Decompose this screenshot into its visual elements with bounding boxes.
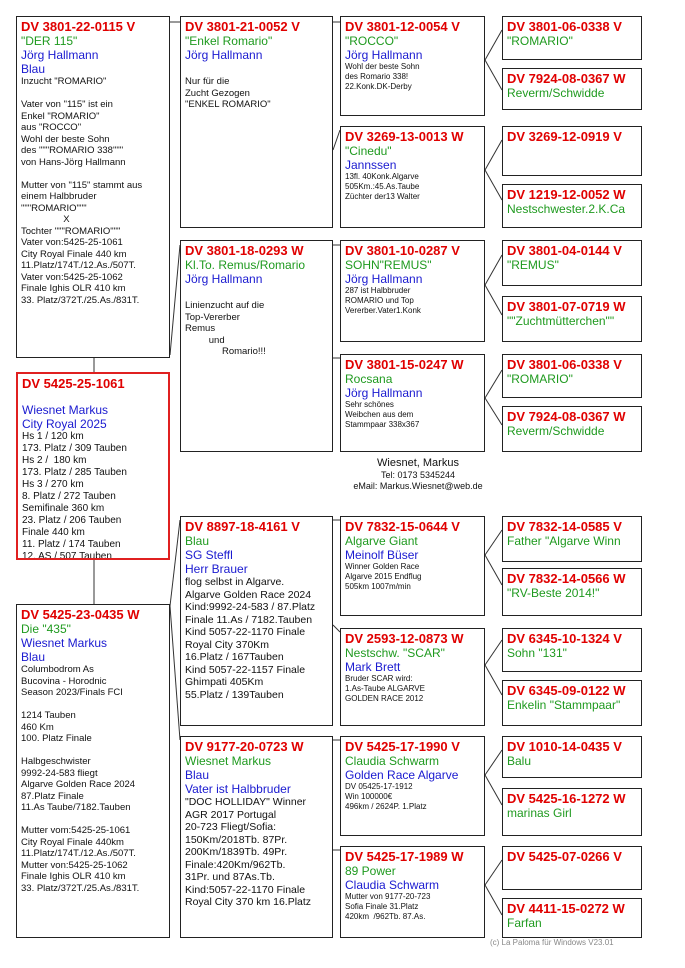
great-grandparent-card-4[interactable] <box>340 354 485 452</box>
father-name: "DER 115" <box>21 34 78 48</box>
grandparent-owner: Wiesnet Markus <box>185 754 272 768</box>
great-grandparent-id: DV 7832-15-0644 V <box>345 519 460 534</box>
great-grandparent-name: Nestschw. "SCAR" <box>345 646 445 660</box>
connector-mother-gp3 <box>170 520 180 606</box>
great-grandparent-notes: Mutter von 9177-20-723 Sofia Finale 31.Platz 420km /962Tb. 87.As. <box>345 892 431 921</box>
grandparent-id: DV 8897-18-4161 V <box>185 519 300 534</box>
great-grandparent-owner: Mark Brett <box>345 660 401 674</box>
connector-ggp5-a <box>485 530 502 555</box>
connector-ggp5-b <box>485 555 502 585</box>
gg-grandparent-id: DV 6345-10-1324 V <box>507 631 622 646</box>
connector-ggp4-a <box>485 370 502 398</box>
connector-ggp6-b <box>485 665 502 695</box>
connector-ggp8-b <box>485 885 502 915</box>
grandparent-notes: "DOC HOLLIDAY" Winner AGR 2017 Portugal 20-723 Fliegt/Sofia: 150Km/2018Tb. 87Pr. 200Km/1839Tb. 49Pr. Finale:420Km/962Tb. 31Pr. und 87As.Tb. Kind:5057-22-1170 Finale Royal City 370 km 16.Platz <box>185 796 312 908</box>
great-grandparent-card-2[interactable] <box>340 126 485 228</box>
gg-grandparent-id: DV 1010-14-0435 V <box>507 739 622 754</box>
great-grandparent-id: DV 3801-15-0247 W <box>345 357 464 372</box>
grandparent-card-3[interactable] <box>180 516 333 726</box>
great-grandparent-id: DV 5425-17-1990 V <box>345 739 460 754</box>
gg-grandparent-id: DV 7832-14-0566 W <box>507 571 626 586</box>
gg-grandparent-name: Enkelin "Stammpaar" <box>507 698 621 712</box>
grandparent-notes: Nur für die Zucht Gezogen "ENKEL ROMARIO" <box>185 76 271 110</box>
great-grandparent-owner: Golden Race Algarve <box>345 768 459 782</box>
gg-grandparent-card-4[interactable] <box>502 184 642 228</box>
gg-grandparent-card-16[interactable] <box>502 898 642 938</box>
father-card[interactable] <box>16 16 170 358</box>
gg-grandparent-id: DV 3801-06-0338 V <box>507 357 622 372</box>
great-grandparent-id: DV 3801-10-0287 V <box>345 243 460 258</box>
connector-ggp7-b <box>485 775 502 805</box>
great-grandparent-name: Algarve Giant <box>345 534 418 548</box>
gg-grandparent-id: DV 6345-09-0122 W <box>507 683 626 698</box>
grandparent-id: DV 9177-20-0723 W <box>185 739 304 754</box>
connector-ggp6-a <box>485 640 502 665</box>
subject-results: Hs 1 / 120 km 173. Platz / 309 Tauben Hs 2 / 180 km 173. Platz / 285 Tauben Hs 3 / 270 km 8. Platz / 272 Tauben Semifinale 360 km 23. Platz / 206 Tauben Finale 440 km 11. Platz / 174 Tauben 12. AS / 507 Tauben <box>22 431 127 560</box>
grandparent-owner: Jörg Hallmann <box>185 272 263 286</box>
great-grandparent-owner: Meinolf Büser <box>345 548 419 562</box>
gg-grandparent-card-13[interactable] <box>502 736 642 778</box>
gg-grandparent-card-6[interactable] <box>502 296 642 342</box>
grandparent-color: Blau <box>185 534 210 548</box>
great-grandparent-id: DV 3269-13-0013 W <box>345 129 464 144</box>
great-grandparent-name: "Cinedu" <box>345 144 392 158</box>
father-id: DV 3801-22-0115 V <box>21 19 136 34</box>
great-grandparent-name: 89 Power <box>345 864 396 878</box>
gg-grandparent-card-10[interactable] <box>502 568 642 616</box>
great-grandparent-id: DV 3801-12-0054 V <box>345 19 460 34</box>
subject-card[interactable] <box>16 372 170 560</box>
great-grandparent-notes: DV 05425-17-1912 Win 100000€ 496km / 2624P. 1.Platz <box>345 782 427 811</box>
gg-grandparent-id: DV 7924-08-0367 W <box>507 71 626 86</box>
gg-grandparent-name: "REMUS" <box>507 258 559 272</box>
connector-gp1-ggp2 <box>333 130 340 150</box>
grandparent-card-2[interactable] <box>180 240 333 452</box>
great-grandparent-owner: Claudia Schwarm <box>345 878 440 892</box>
great-grandparent-owner: Jörg Hallmann <box>345 272 423 286</box>
grandparent-id: DV 3801-18-0293 W <box>185 243 304 258</box>
grandparent-name: "Enkel Romario" <box>185 34 273 48</box>
breeder-contact <box>334 457 502 492</box>
subject-owner: Wiesnet Markus <box>22 403 109 417</box>
gg-grandparent-name: "ROMARIO" <box>507 372 573 386</box>
gg-grandparent-card-14[interactable] <box>502 788 642 836</box>
connector-ggp2-b <box>485 170 502 200</box>
great-grandparent-name: Claudia Schwarm <box>345 754 440 768</box>
gg-grandparent-name: "RV-Beste 2014!" <box>507 586 600 600</box>
great-grandparent-notes: Winner Golden Race Algarve 2015 Endflug 505km 1007m/min <box>345 562 422 591</box>
father-notes: Inzucht "ROMARIO" Vater von "115" ist ein Enkel "ROMARIO" aus "ROCCO" Wohl der beste Sohn des """ROMARIO 338""" von Hans-Jörg Hallmann Mutter von "115" stammt aus einem Halbbruder """ROMARIO""" X Tochter """ROMARIO""" Vater von:5425-25-1061 City Royal Finale 440 km 11.Platz/174T./12.As./507T. Vater von:5425-25-1062 Finale Ighis OLR 410 km 33. Platz/372T./25.As./831T. <box>21 76 143 306</box>
great-grandparent-card-1[interactable] <box>340 16 485 116</box>
great-grandparent-card-5[interactable] <box>340 516 485 616</box>
gg-grandparent-id: DV 5425-07-0266 V <box>507 849 622 864</box>
copyright-footer: (c) La Paloma für Windows V23.01 <box>490 938 614 947</box>
gg-grandparent-card-1[interactable] <box>502 16 642 60</box>
connector-ggp3-b <box>485 285 502 315</box>
gg-grandparent-card-11[interactable] <box>502 628 642 672</box>
grandparent-id: DV 3801-21-0052 V <box>185 19 300 34</box>
gg-grandparent-id: DV 3801-04-0144 V <box>507 243 622 258</box>
gg-grandparent-name: Father "Algarve Winn <box>507 534 621 548</box>
connector-ggp4-b <box>485 398 502 425</box>
connector-ggp7-a <box>485 750 502 775</box>
gg-grandparent-name: "ROMARIO" <box>507 34 573 48</box>
gg-grandparent-card-15[interactable] <box>502 846 642 890</box>
gg-grandparent-name: Reverm/Schwidde <box>507 424 605 438</box>
grandparent-owner-2: Herr Brauer <box>185 562 248 576</box>
father-color: Blau <box>21 62 46 76</box>
great-grandparent-id: DV 2593-12-0873 W <box>345 631 464 646</box>
grandparent-owner: SG Steffl <box>185 548 233 562</box>
gg-grandparent-card-2[interactable] <box>502 68 642 110</box>
great-grandparent-notes: Bruder SCAR wird: 1.As-Taube ALGARVE GOLDEN RACE 2012 <box>345 674 425 703</box>
great-grandparent-card-7[interactable] <box>340 736 485 836</box>
gg-grandparent-card-12[interactable] <box>502 680 642 726</box>
subject-id: DV 5425-25-1061 <box>22 376 125 391</box>
father-owner: Jörg Hallmann <box>21 48 99 62</box>
gg-grandparent-id: DV 7924-08-0367 W <box>507 409 626 424</box>
grandparent-owner: Jörg Hallmann <box>185 48 263 62</box>
gg-grandparent-name: Reverm/Schwidde <box>507 86 605 100</box>
gg-grandparent-id: DV 5425-16-1272 W <box>507 791 626 806</box>
gg-grandparent-name: Sohn "131" <box>507 646 567 660</box>
grandparent-card-4[interactable] <box>180 736 333 938</box>
gg-grandparent-id: DV 3801-06-0338 V <box>507 19 622 34</box>
gg-grandparent-card-7[interactable] <box>502 354 642 398</box>
grandparent-note-head: Vater ist Halbbruder <box>185 782 291 796</box>
connector-father-gp2 <box>170 245 180 355</box>
gg-grandparent-id: DV 3801-07-0719 W <box>507 299 626 314</box>
great-grandparent-card-6[interactable] <box>340 628 485 726</box>
great-grandparent-card-8[interactable] <box>340 846 485 938</box>
grandparent-notes: Linienzucht auf die Top-Vererber Remus und Romario!!! <box>185 300 266 357</box>
connector-gp3-ggp6 <box>333 625 340 632</box>
grandparent-name: Kl.To. Remus/Romario <box>185 258 306 272</box>
connector-ggp1-b <box>485 60 502 90</box>
mother-owner: Wiesnet Markus <box>21 636 108 650</box>
connector-ggp1-a <box>485 30 502 60</box>
mother-color: Blau <box>21 650 46 664</box>
great-grandparent-card-3[interactable] <box>340 240 485 342</box>
grandparent-card-1[interactable] <box>180 16 333 228</box>
great-grandparent-owner: Jörg Hallmann <box>345 386 423 400</box>
grandparent-color: Blau <box>185 768 210 782</box>
gg-grandparent-name: ""Zuchtmütterchen"" <box>507 314 615 328</box>
great-grandparent-owner: Jannssen <box>345 158 397 172</box>
mother-notes: Columbodrom As Bucovina - Horodnic Season 2023/Finals FCI 1214 Tauben 460 Km 100. Platz Finale Halbgeschwister 9992-24-583 fliegt Algarve Golden Race 2024 87.Platz Finale 11.As Taube/7182.Tauben Mutter vom:5425-25-1061 City Royal Finale 440km 11.Platz/174T./12.As./507T. Mutter von:5425-25-1062 Finale Ighis OLR 410 km 33. Platz/372T./25.As./831T. <box>21 664 140 894</box>
gg-grandparent-card-9[interactable] <box>502 516 642 562</box>
gg-grandparent-id: DV 4411-15-0272 W <box>507 901 625 916</box>
great-grandparent-id: DV 5425-17-1989 W <box>345 849 464 864</box>
great-grandparent-name: "ROCCO" <box>345 34 399 48</box>
gg-grandparent-card-3[interactable] <box>502 126 642 176</box>
gg-grandparent-name: Nestschwester.2.K.Ca <box>507 202 626 216</box>
breeder-name: Wiesnet, Markus <box>377 457 459 469</box>
breeder-email: eMail: Markus.Wiesnet@web.de <box>353 481 483 491</box>
subject-race: City Royal 2025 <box>22 417 107 431</box>
breeder-phone: Tel: 0173 5345244 <box>380 470 456 480</box>
great-grandparent-name: SOHN"REMUS" <box>345 258 432 272</box>
gg-grandparent-name: Farfan <box>507 916 542 930</box>
great-grandparent-notes: Sehr schönes Weibchen aus dem Stammpaar 338x367 <box>345 400 420 429</box>
mother-name: Die "435" <box>21 622 71 636</box>
connector-ggp8-a <box>485 860 502 885</box>
connector-mother-gp4 <box>170 606 180 740</box>
gg-grandparent-name: Balu <box>507 754 532 768</box>
connector-ggp2-a <box>485 140 502 170</box>
great-grandparent-notes: 287 ist Halbbruder ROMARIO und Top Vererber.Vater1.Konk <box>345 286 421 315</box>
great-grandparent-notes: 13fl. 40Konk.Algarve 505Km.:45.As.Taube Züchter der13 Walter <box>345 172 420 201</box>
gg-grandparent-id: DV 1219-12-0052 W <box>507 187 626 202</box>
gg-grandparent-id: DV 3269-12-0919 V <box>507 129 622 144</box>
gg-grandparent-card-5[interactable] <box>502 240 642 286</box>
grandparent-notes: flog selbst in Algarve. Algarve Golden Race 2024 Kind:9992-24-583 / 87.Platz Finale 11.As / 7182.Tauben Kind 5057-22-1170 Finale Royal City 370Km 16.Platz / 167Tauben Kind 5057-22-1157 Finale Ghimpati 405Km 55.Platz / 139Tauben <box>185 576 316 701</box>
gg-grandparent-card-8[interactable] <box>502 406 642 452</box>
gg-grandparent-id: DV 7832-14-0585 V <box>507 519 622 534</box>
great-grandparent-owner: Jörg Hallmann <box>345 48 423 62</box>
mother-id: DV 5425-23-0435 W <box>21 607 140 622</box>
great-grandparent-notes: Wohl der beste Sohn des Romario 338! 22.Konk.DK-Derby <box>345 62 420 91</box>
gg-grandparent-name: marinas Girl <box>507 806 572 820</box>
connector-ggp3-a <box>485 255 502 285</box>
great-grandparent-name: Rocsana <box>345 372 393 386</box>
mother-card[interactable] <box>16 604 170 938</box>
